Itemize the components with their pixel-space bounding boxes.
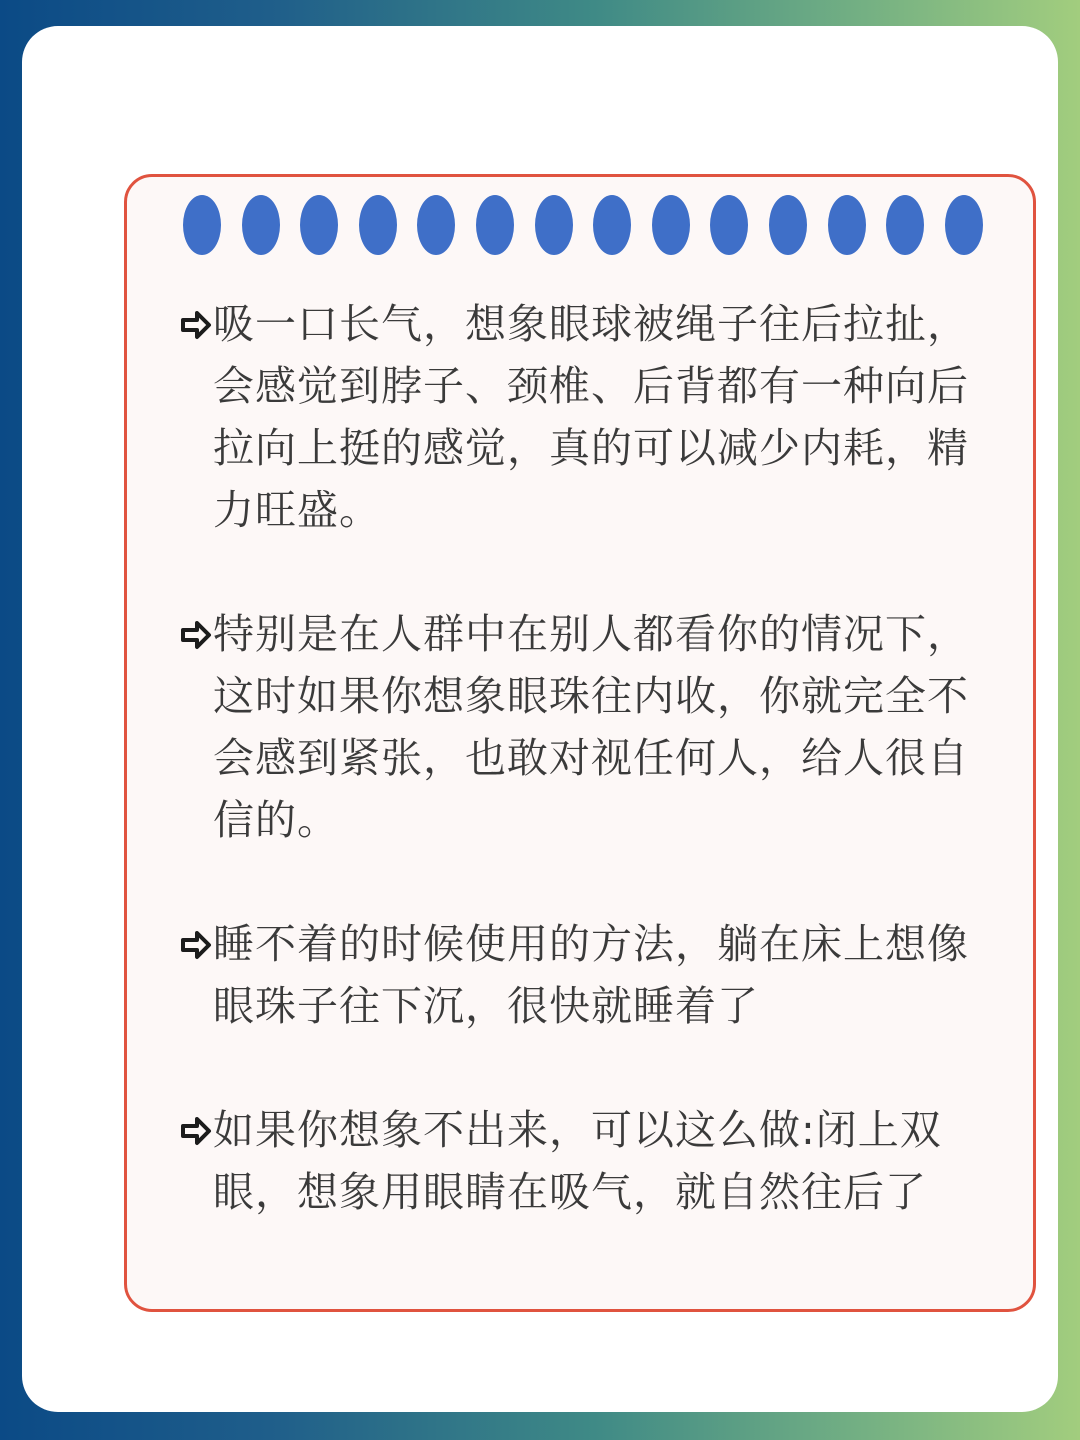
binder-ring	[886, 195, 924, 255]
binder-ring	[710, 195, 748, 255]
binder-ring	[945, 195, 983, 255]
binder-ring	[593, 195, 631, 255]
tip-text: 睡不着的时候使用的方法，躺在床上想像眼珠子往下沉，很快就睡着了	[213, 920, 969, 1030]
tip-text: 吸一口长气，想象眼球被绳子往后拉扯，会感觉到脖子、颈椎、后背都有一种向后拉向上挺的感觉，真的可以减少内耗，精力旺盛。	[213, 300, 969, 534]
tip-text: 特别是在人群中在别人都看你的情况下，这时如果你想象眼珠往内收，你就完全不会感到紧张，也敢对视任何人，给人很自信的。	[213, 610, 969, 844]
tip-paragraph	[179, 913, 1001, 1037]
binder-rings	[183, 195, 983, 257]
tip-paragraph	[179, 1099, 1001, 1223]
tip-paragraph	[179, 293, 1001, 541]
binder-ring	[359, 195, 397, 255]
tip-text: 如果你想象不出来，可以这么做:闭上双眼，想象用眼睛在吸气，就自然往后了	[213, 1106, 942, 1216]
binder-ring	[535, 195, 573, 255]
binder-ring	[769, 195, 807, 255]
content-card	[22, 26, 1058, 1412]
arrow-icon	[179, 301, 213, 349]
arrow-icon	[179, 611, 213, 659]
binder-ring	[417, 195, 455, 255]
binder-ring	[183, 195, 221, 255]
binder-ring	[652, 195, 690, 255]
binder-ring	[242, 195, 280, 255]
binder-ring	[300, 195, 338, 255]
arrow-icon	[179, 1107, 213, 1155]
tips-list	[179, 293, 1001, 1285]
binder-ring	[476, 195, 514, 255]
notebook-panel	[124, 174, 1036, 1312]
tip-paragraph	[179, 603, 1001, 851]
arrow-icon	[179, 921, 213, 969]
binder-ring	[828, 195, 866, 255]
